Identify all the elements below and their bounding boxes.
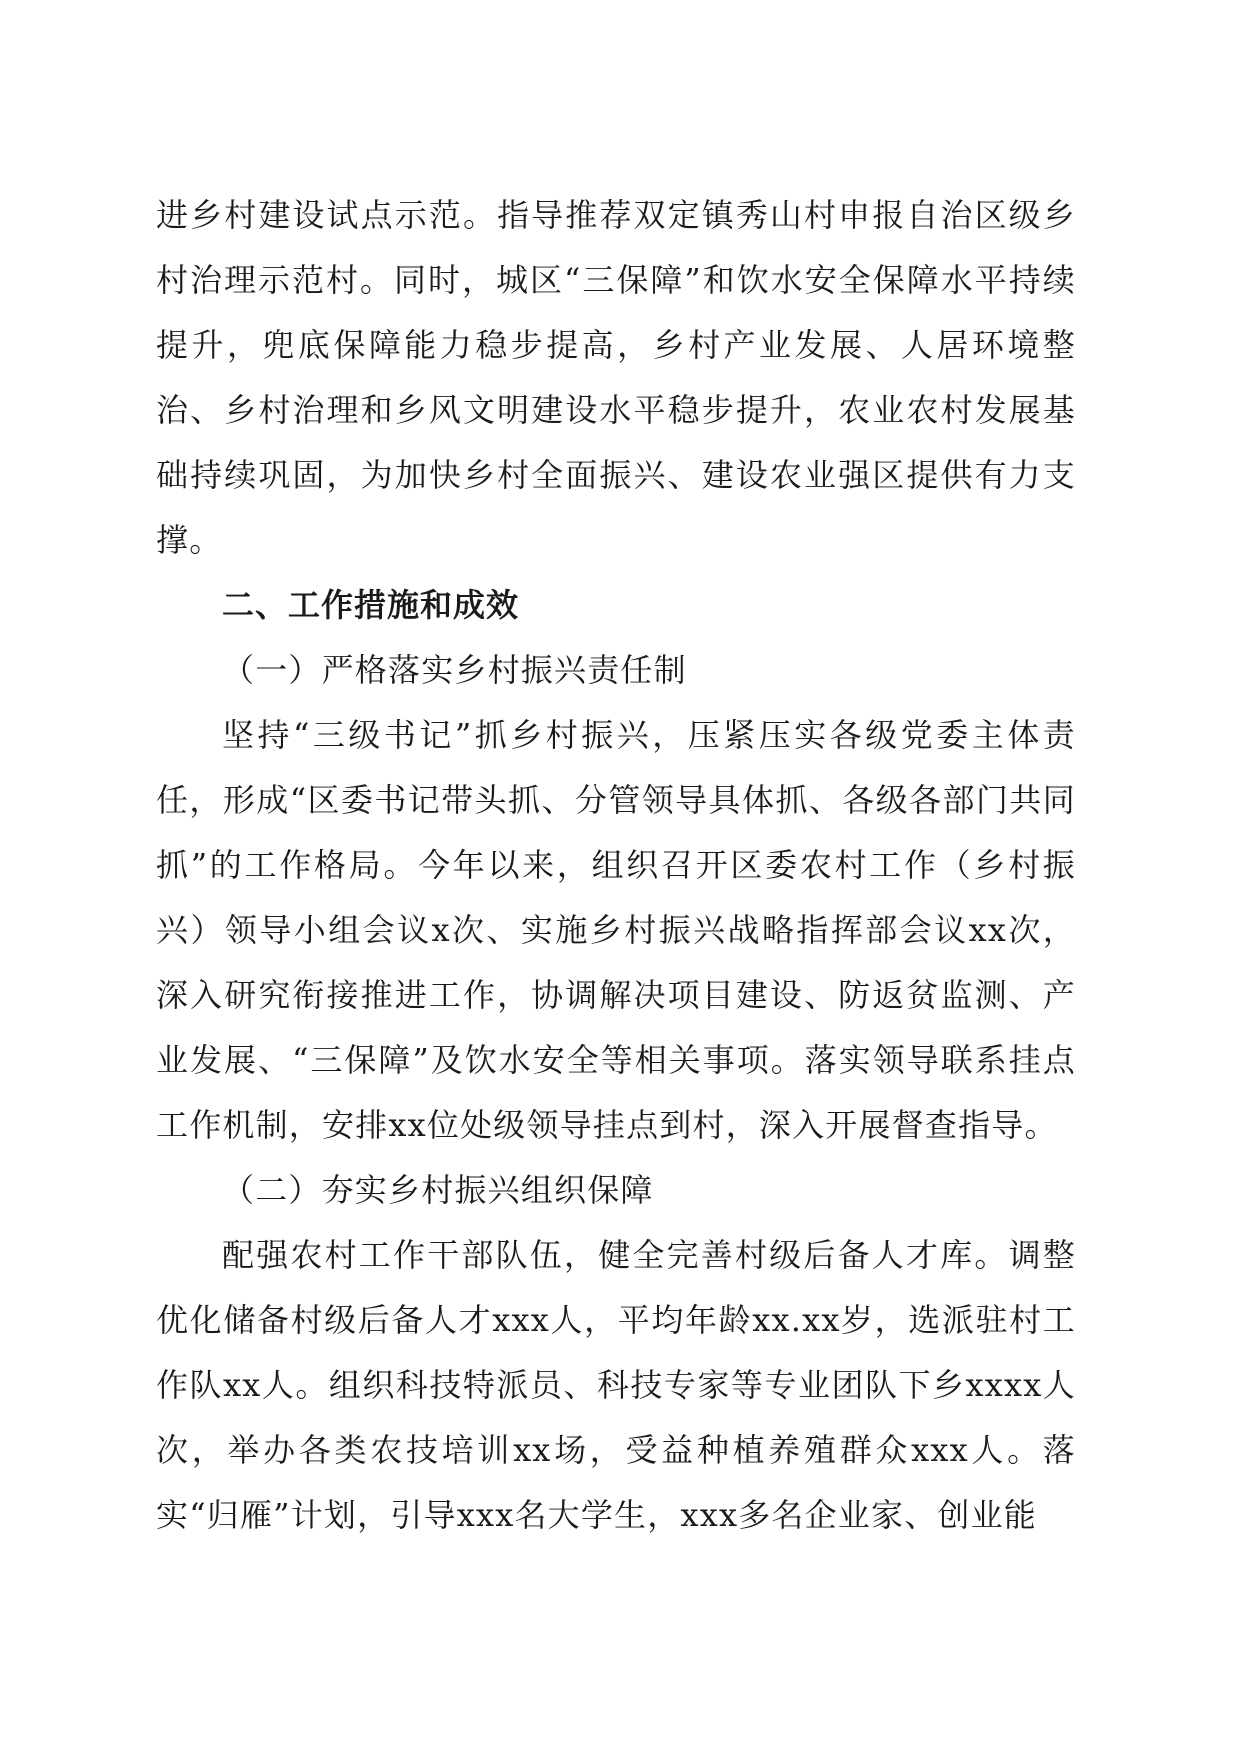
subsection-heading-1: （一）严格落实乡村振兴责任制	[222, 651, 687, 689]
subsection-heading-2: （二）夯实乡村振兴组织保障	[222, 1171, 654, 1209]
document-body	[156, 183, 1076, 1548]
continued-paragraph: 进乡村建设试点示范。指导推荐双定镇秀山村申报自治区级乡村治理示范村。同时，城区“三保障”和饮水安全保障水平持续提升，兜底保障能力稳步提高，乡村产业发展、人居环境整治、乡村治理和乡风文明建设水平稳步提升，农业农村发展基础持续巩固，为加快乡村全面振兴、建设农业强区提供有力支撑。	[156, 196, 1076, 559]
subsection-body-2: 配强农村工作干部队伍，健全完善村级后备人才库。调整优化储备村级后备人才xxx人，平均年龄xx.xx岁，选派驻村工作队xx人。组织科技特派员、科技专家等专业团队下乡xxxx人次，举办各类农技培训xx场，受益种植养殖群众xxx人。落实“归雁”计划，引导xxx名大学生，xxx多名企业家、创业能	[156, 1236, 1076, 1534]
section-heading: 二、工作措施和成效	[222, 586, 520, 624]
subsection-body-1: 坚持“三级书记”抓乡村振兴，压紧压实各级党委主体责任，形成“区委书记带头抓、分管领导具体抓、各级各部门共同抓”的工作格局。今年以来，组织召开区委农村工作（乡村振兴）领导小组会议x次、实施乡村振兴战略指挥部会议xx次，深入研究衔接推进工作，协调解决项目建设、防返贫监测、产业发展、“三保障”及饮水安全等相关事项。落实领导联系挂点工作机制，安排xx位处级领导挂点到村，深入开展督查指导。	[156, 716, 1076, 1144]
